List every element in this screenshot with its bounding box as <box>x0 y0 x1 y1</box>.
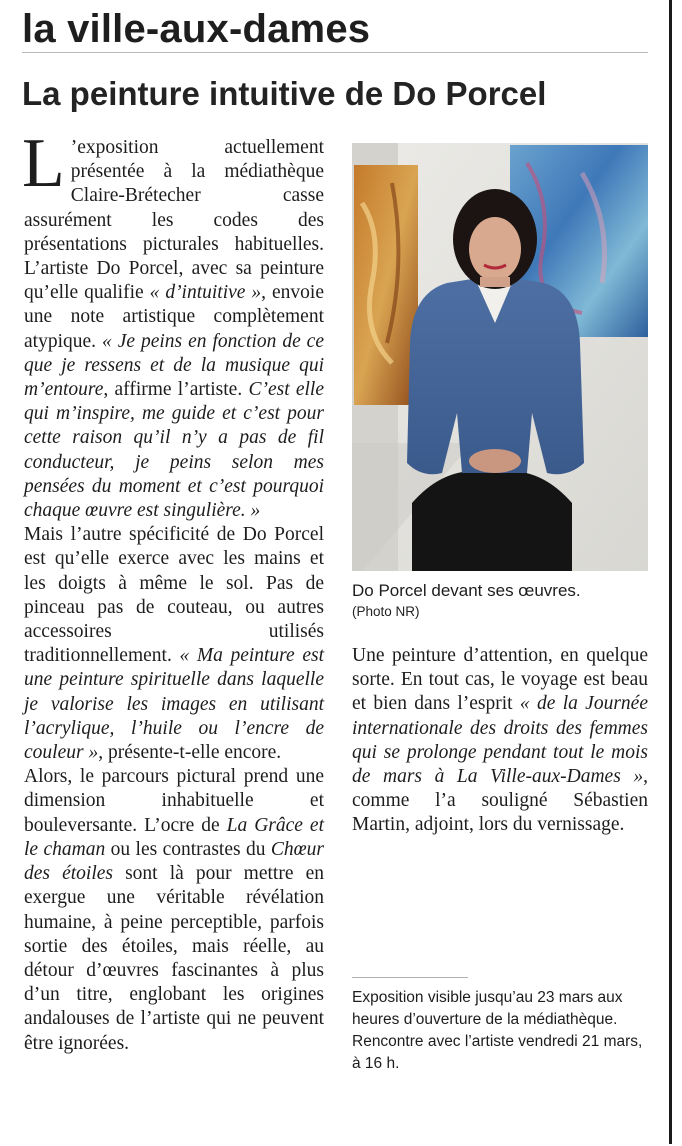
paragraph-text: , présente-t-elle encore. <box>98 742 282 764</box>
quote-text: « Ma peinture est une peinture spirituelle dans laquelle je valorise les images en utilisant l’acrylique, l’huile ou l’encre de couleur » <box>24 645 324 764</box>
face <box>469 217 521 281</box>
quote-text: C’est elle qui m’inspire, me guide et c’est pour cette raison qu’il n’y a pas de fil conducteur, je peins selon mes pensées du moment et c’est pourquoi chaque œuvre est singulière. » <box>24 379 324 522</box>
article-paragraph-4 <box>352 644 648 838</box>
paragraph-text: Une peinture d’attention, en quelque sorte. En tout cas, le voyage est beau et bien dans l’esprit <box>352 645 648 715</box>
quote-text: « Je peins en fonction de ce que je ressens et de la musique qui m’entoure <box>24 330 324 401</box>
black-skirt <box>412 471 572 571</box>
paragraph-text: sont là pour mettre en exergue une véritable révélation humaine, à peine perceptible, parfois sortie des étoiles, mais réelle, au détour d’œuvres fascinantes à plus d’un titre, englobant les origines andalouses de l’artiste qui ne peuvent être ignorées. <box>24 863 324 1054</box>
article-column-1 <box>22 125 324 1056</box>
exhibition-info: Exposition visible jusqu’au 23 mars aux heures d’ouverture de la médiathèque. Rencontre avec l’artiste vendredi 21 mars, à 16 h. <box>352 989 643 1072</box>
section-title: la ville-aux-dames <box>22 7 371 51</box>
article-paragraph-3 <box>24 765 324 1055</box>
quote-text: « de la Journée internationale des droits des femmes qui se prolonge pendant tout le mois de mars à La Ville-aux-Dames » <box>352 693 648 788</box>
paragraph-text: ’exposition actuellement présentée à la médiathèque Claire-Brétecher casse assurément les codes des présentations picturales habituelles. L’artiste Do Porcel, avec sa peinture qu’elle qualifie <box>24 137 324 304</box>
artwork-title: Chœur des étoiles <box>24 838 324 885</box>
orange-painting <box>354 165 418 405</box>
section-divider <box>22 52 648 53</box>
article-headline: La peinture intuitive de Do Porcel <box>22 75 547 112</box>
photo-credit: (Photo NR) <box>352 604 420 619</box>
artwork-title: La Grâce et le chaman <box>24 814 324 860</box>
quote-text: « d’intuitive » <box>149 282 262 304</box>
article-column-2 <box>352 644 648 838</box>
photo-illustration <box>352 143 648 571</box>
article-paragraph-2 <box>24 523 324 765</box>
paragraph-text: , envoie une note artistique complètement atypique. <box>24 282 324 352</box>
paragraph-text: ou les contrastes du <box>105 838 271 860</box>
article-photo <box>352 143 648 571</box>
drop-cap: L <box>22 125 65 202</box>
paragraph-text: , affirme l’artiste. <box>103 379 249 401</box>
article-paragraph-1 <box>22 125 324 523</box>
paragraph-text: Mais l’autre spécificité de Do Porcel est qu’elle exerce avec les mains et les doigts à même le sol. Pas de pinceau pas de couteau, ou autres accessoires utilisés traditionnellement. <box>24 524 324 667</box>
info-divider <box>352 977 468 978</box>
photo-caption: Do Porcel devant ses œuvres. <box>352 581 581 600</box>
paragraph-text: , comme l’a souligné Sébastien Martin, adjoint, lors du vernissage. <box>352 766 648 836</box>
paragraph-text: Alors, le parcours pictural prend une dimension inhabituelle et bouleversante. L’ocre de <box>24 766 324 836</box>
